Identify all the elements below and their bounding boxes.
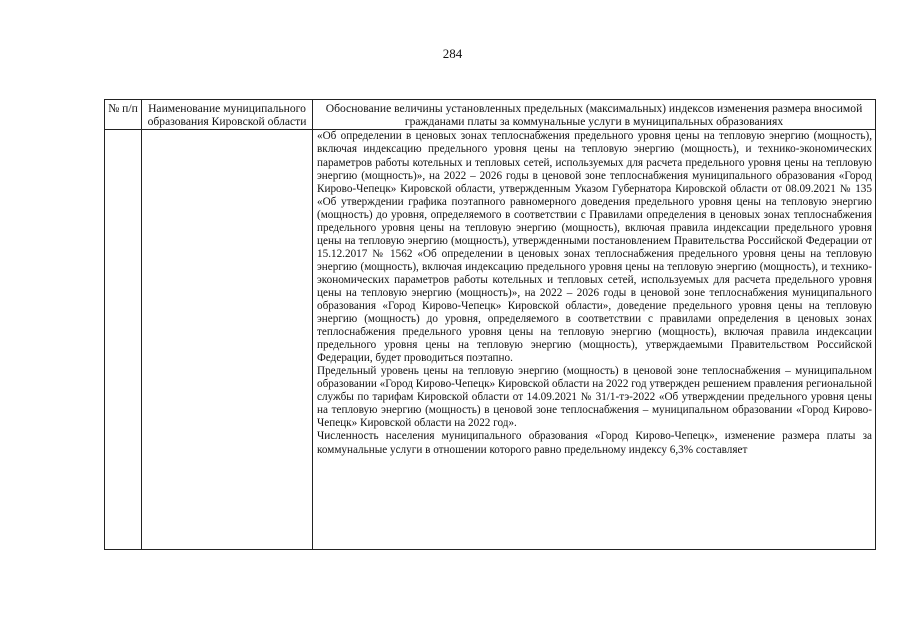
- justification-text: [317, 130, 872, 549]
- paragraph: Предельный уровень цены на тепловую энергию (мощность) в ценовой зоне теплоснабжения – муниципальном образовании «Город Кирово-Чепецк» Кировской области на 2022 год утвержден решением правления региональной службы по тарифам Кировской области от 14.09.2021 № 31/1-тэ-2022 «Об утверждении предельного уровня цены на тепловую энергию (мощность) в ценовой зоне теплоснабжения – муниципальном образовании «Город Кирово-Чепецк» Кировской области на 2022 год».: [317, 365, 872, 430]
- cell-justification: [313, 130, 876, 550]
- cell-number: [105, 130, 142, 550]
- header-number: № п/п: [105, 100, 142, 130]
- table-row: [105, 130, 876, 550]
- page-number: 284: [442, 46, 463, 61]
- paragraph: Численность населения муниципального образования «Город Кирово-Чепецк», изменение размера платы за коммунальные услуги в отношении которого равно предельному индексу 6,3% составляет: [317, 430, 872, 456]
- header-justification: Обоснование величины установленных предельных (максимальных) индексов изменения размера вносимой гражданами платы за коммунальные услуги в муниципальных образованиях: [313, 100, 876, 130]
- cell-municipality-name: [142, 130, 313, 550]
- paragraph: «Об определении в ценовых зонах теплоснабжения предельного уровня цены на тепловую энергию (мощность), включая индексацию предельного уровня цены на тепловую энергию (мощность), и технико-экономических параметров работы котельных и тепловых сетей, используемых для расчета предельного уровня цены на тепловую энергию (мощность)», на 2022 – 2026 годы в ценовой зоне теплоснабжения муниципального образования «Город Кирово-Чепецк» Кировской области, утвержденным Указом Губернатора Кировской области от 08.09.2021 № 135 «Об утверждении графика поэтапного равномерного доведения предельного уровня цены на тепловую энергию (мощность) до уровня, определяемого в соответствии с Правилами определения в ценовых зонах теплоснабжения предельного уровня цены на тепловую энергию (мощность), включая правила индексации предельного уровня цены на тепловую энергию (мощность), утвержденными постановлением Правительства Российской Федерации от 15.12.2017 № 1562 «Об определении в ценовых зонах теплоснабжения предельного уровня цены на тепловую энергию (мощность), включая индексацию предельного уровня цены на тепловую энергию (мощность), и технико-экономических параметров работы котельных и тепловых сетей, используемых для расчета предельного уровня цены на тепловую энергию (мощность)», на 2022 – 2026 годы в ценовой зоне теплоснабжения муниципального образования «Город Кирово-Чепецк» Кировской области», доведение предельного уровня цены на тепловую энергию (мощность) до уровня, определяемого в соответствии с правилами определения в ценовых зонах теплоснабжения предельного уровня цены на тепловую энергию (мощность), включая правила индексации предельного уровня цены на тепловую энергию (мощность), утверждаемыми Правительством Российской Федерации, будет проводиться поэтапно.: [317, 130, 872, 365]
- header-municipality-name: Наименование муниципального образования Кировской области: [142, 100, 313, 130]
- table-header-row: [105, 100, 876, 130]
- indices-table: [104, 99, 876, 550]
